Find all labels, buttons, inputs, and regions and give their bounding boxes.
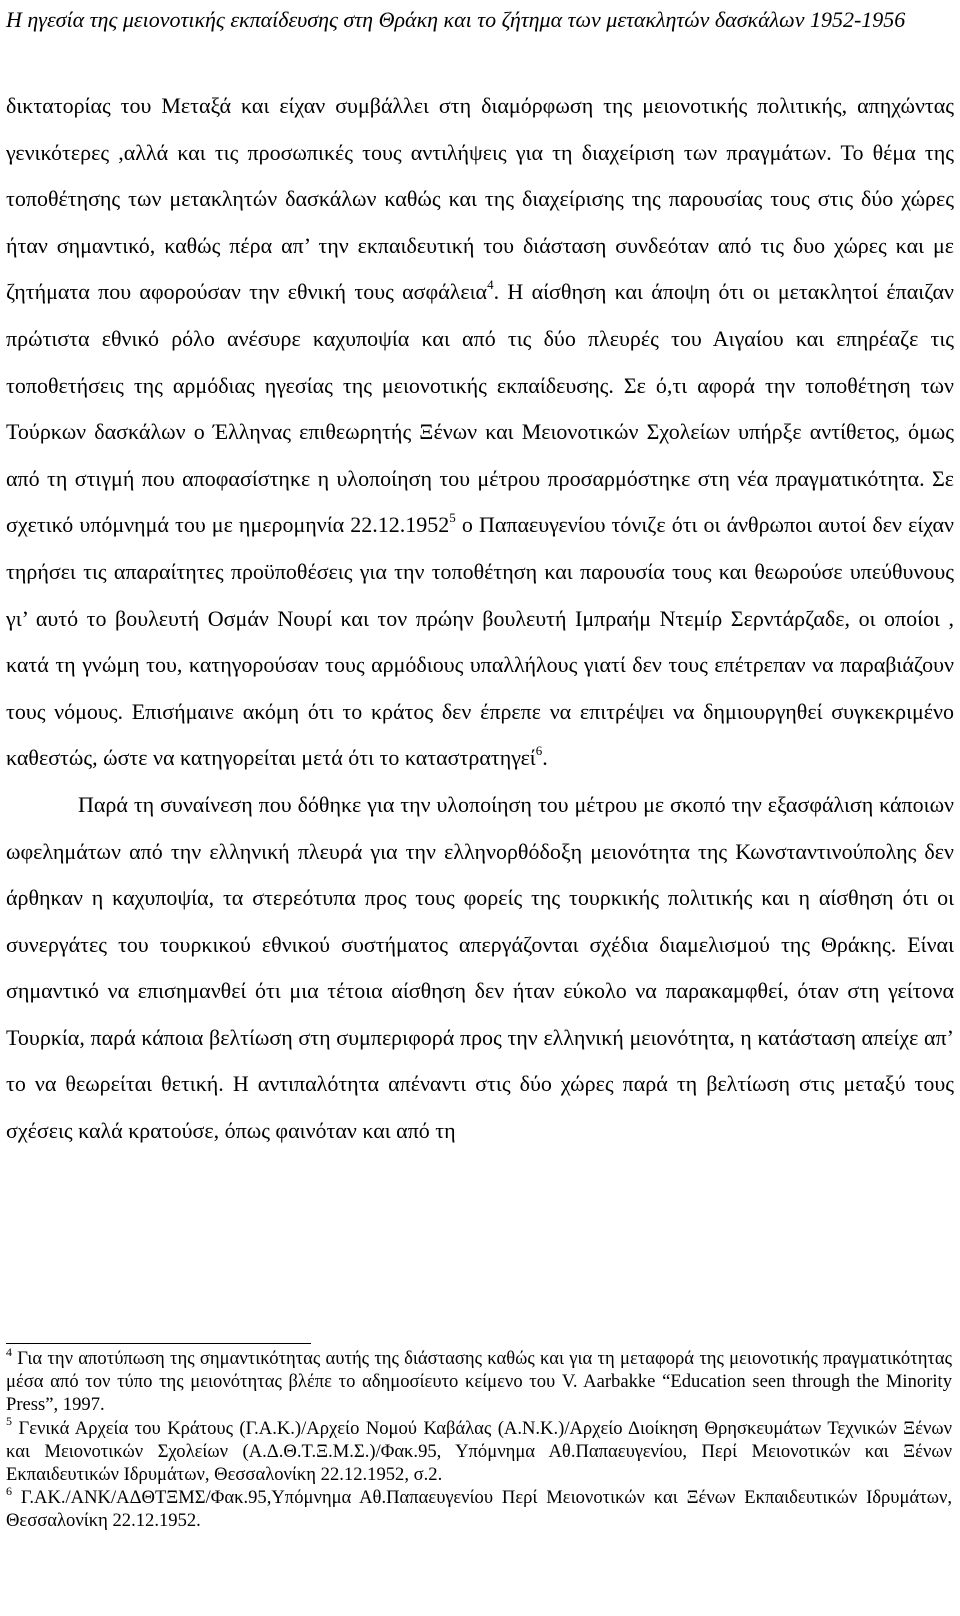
footnote-text: Γ.ΑΚ./ΑΝΚ/ΑΔΘΤΞΜΣ/Φακ.95,Υπόμνημα Αθ.Παπαευγενίου Περί Μειονοτικών και Ξένων Εκπαιδευτικών Ιδρυμάτων, Θεσσαλονίκη 22.12.1952.	[6, 1487, 952, 1532]
footnote-text: Για την αποτύπωση της σημαντικότητας αυτής της διάστασης καθώς και για τη μεταφορά της μειονοτικής πραγματικότητας μέσα από τον τύπο της μειονότητας βλέπε το αδημοσίευτο κείμενο του V. Aarbakke “Education seen through the Minority Press”, 1997.	[6, 1348, 952, 1416]
footnote-6	[6, 1486, 952, 1532]
footnotes	[6, 1344, 952, 1533]
paragraph-1-part-2: . Η αίσθηση και άποψη ότι οι μετακλητοί έπαιζαν πρώτιστα εθνικό ρόλο ανέσυρε καχυποψία και από τις δύο πλευρές του Αιγαίου και επηρέαζε τις τοποθετήσεις της αρμόδιας ηγεσίας της μειονοτικής εκπαίδευσης. Σε ό,τι αφορά την τοποθέτηση των Τούρκων δασκάλων ο Έλληνας επιθεωρητής Ξένων και Μειονοτικών Σχολείων υπήρξε αντίθετος, όμως από τη στιγμή που αποφασίστηκε η υλοποίηση του μέτρου προσαρμόστηκε στη νέα πραγματικότητα. Σε σχετικό υπόμνημά του με ημερομηνία 22.12.1952	[6, 279, 954, 538]
footnote-ref-6: 6	[535, 742, 543, 758]
running-header-title: Η ηγεσία της μειονοτικής εκπαίδευσης στη Θράκη και το ζήτημα των μετακλητών δασκάλων 1952-1956	[6, 7, 906, 32]
footnote-number: 4	[6, 1344, 12, 1359]
paragraph-1	[6, 83, 954, 782]
footnote-number: 5	[6, 1414, 12, 1429]
footnote-text: Γενικά Αρχεία του Κράτους (Γ.Α.Κ.)/Αρχείο Νομού Καβάλας (Α.Ν.Κ.)/Αρχείο Διοίκηση Θρησκευμάτων Τεχνικών Ξένων και Μειονοτικών Σχολείων (Α.Δ.Θ.Τ.Ξ.Μ.Σ.)/Φακ.95, Υπόμνημα Αθ.Παπαευγενίου, Περί Μειονοτικών και Ξένων Εκπαιδευτικών Ιδρυμάτων, Θεσσαλονίκη 22.12.1952, σ.2.	[6, 1417, 952, 1486]
footnote-ref-4: 4	[487, 277, 494, 293]
footnote-separator	[6, 1343, 311, 1344]
footnote-4	[6, 1344, 952, 1417]
footnote-ref-5: 5	[449, 510, 456, 526]
footnote-number: 6	[6, 1484, 12, 1499]
main-text	[6, 83, 954, 1155]
footnote-5	[6, 1414, 952, 1487]
paragraph-1-part-4: .	[542, 745, 548, 771]
paragraph-2: Παρά τη συναίνεση που δόθηκε για την υλοποίηση του μέτρου με σκοπό την εξασφάλιση κάποιων ωφελημάτων από την ελληνική πλευρά για την ελληνορθόδοξη μειονότητα της Κωνσταντινούπολης δεν άρθηκαν η καχυποψία, τα στερεότυπα προς τους φορείς της τουρκικής πολιτικής και η αίσθηση ότι οι συνεργάτες του τουρκικού εθνικού συστήματος απεργάζονται σχέδια διαμελισμού της Θράκης. Είναι σημαντικό να επισημανθεί ότι μια τέτοια αίσθηση δεν ήταν εύκολο να παρακαμφθεί, όταν στη γείτονα Τουρκία, παρά κάποια βελτίωση στη συμπεριφορά προς την ελληνική μειονότητα, η κατάσταση απείχε απ’ το να θεωρείται θετική. Η αντιπαλότητα απέναντι στις δύο χώρες παρά τη βελτίωση στις μεταξύ τους σχέσεις καλά κρατούσε, όπως φαινόταν και από τη	[6, 791, 954, 1144]
paragraph-1-part-3: ο Παπαευγενίου τόνιζε ότι οι άνθρωποι αυτοί δεν είχαν τηρήσει τις απαραίτητες προϋποθέσεις για την τοποθέτηση και παρουσία τους και θεωρούσε υπεύθυνους γι’ αυτό το βουλευτή Οσμάν Νουρί και τον πρώην βουλευτή Ιμπραήμ Ντεμίρ Σερντάρζαδε, οι οποίοι , κατά τη γνώμη του, κατηγορούσαν τους αρμόδιους υπαλλήλους γιατί δεν τους επέτρεπαν να παραβιάζουν τους νόμους. Επισήμαινε ακόμη ότι το κράτος δεν έπρεπε να επιτρέψει να δημιουργηθεί συγκεκριμένο καθεστώς, ώστε να κατηγορείται μετά ότι το καταστρατηγεί	[6, 512, 954, 771]
paragraph-1-part-1: δικτατορίας του Μεταξά και είχαν συμβάλλει στη διαμόρφωση της μειονοτικής πολιτικής, απηχώντας γενικότερες ,αλλά και τις προσωπικές τους αντιλήψεις για τη διαχείριση των πραγμάτων. Το θέμα της τοποθέτησης των μετακλητών δασκάλων καθώς και της διαχείρισης της παρουσίας τους στις δύο χώρες ήταν σημαντικό, καθώς πέρα απ’ την εκπαιδευτική του διάσταση συνδεόταν από τις δυο χώρες και με ζητήματα που αφορούσαν την εθνική τους ασφάλεια	[6, 93, 954, 305]
running-header	[6, 4, 936, 36]
